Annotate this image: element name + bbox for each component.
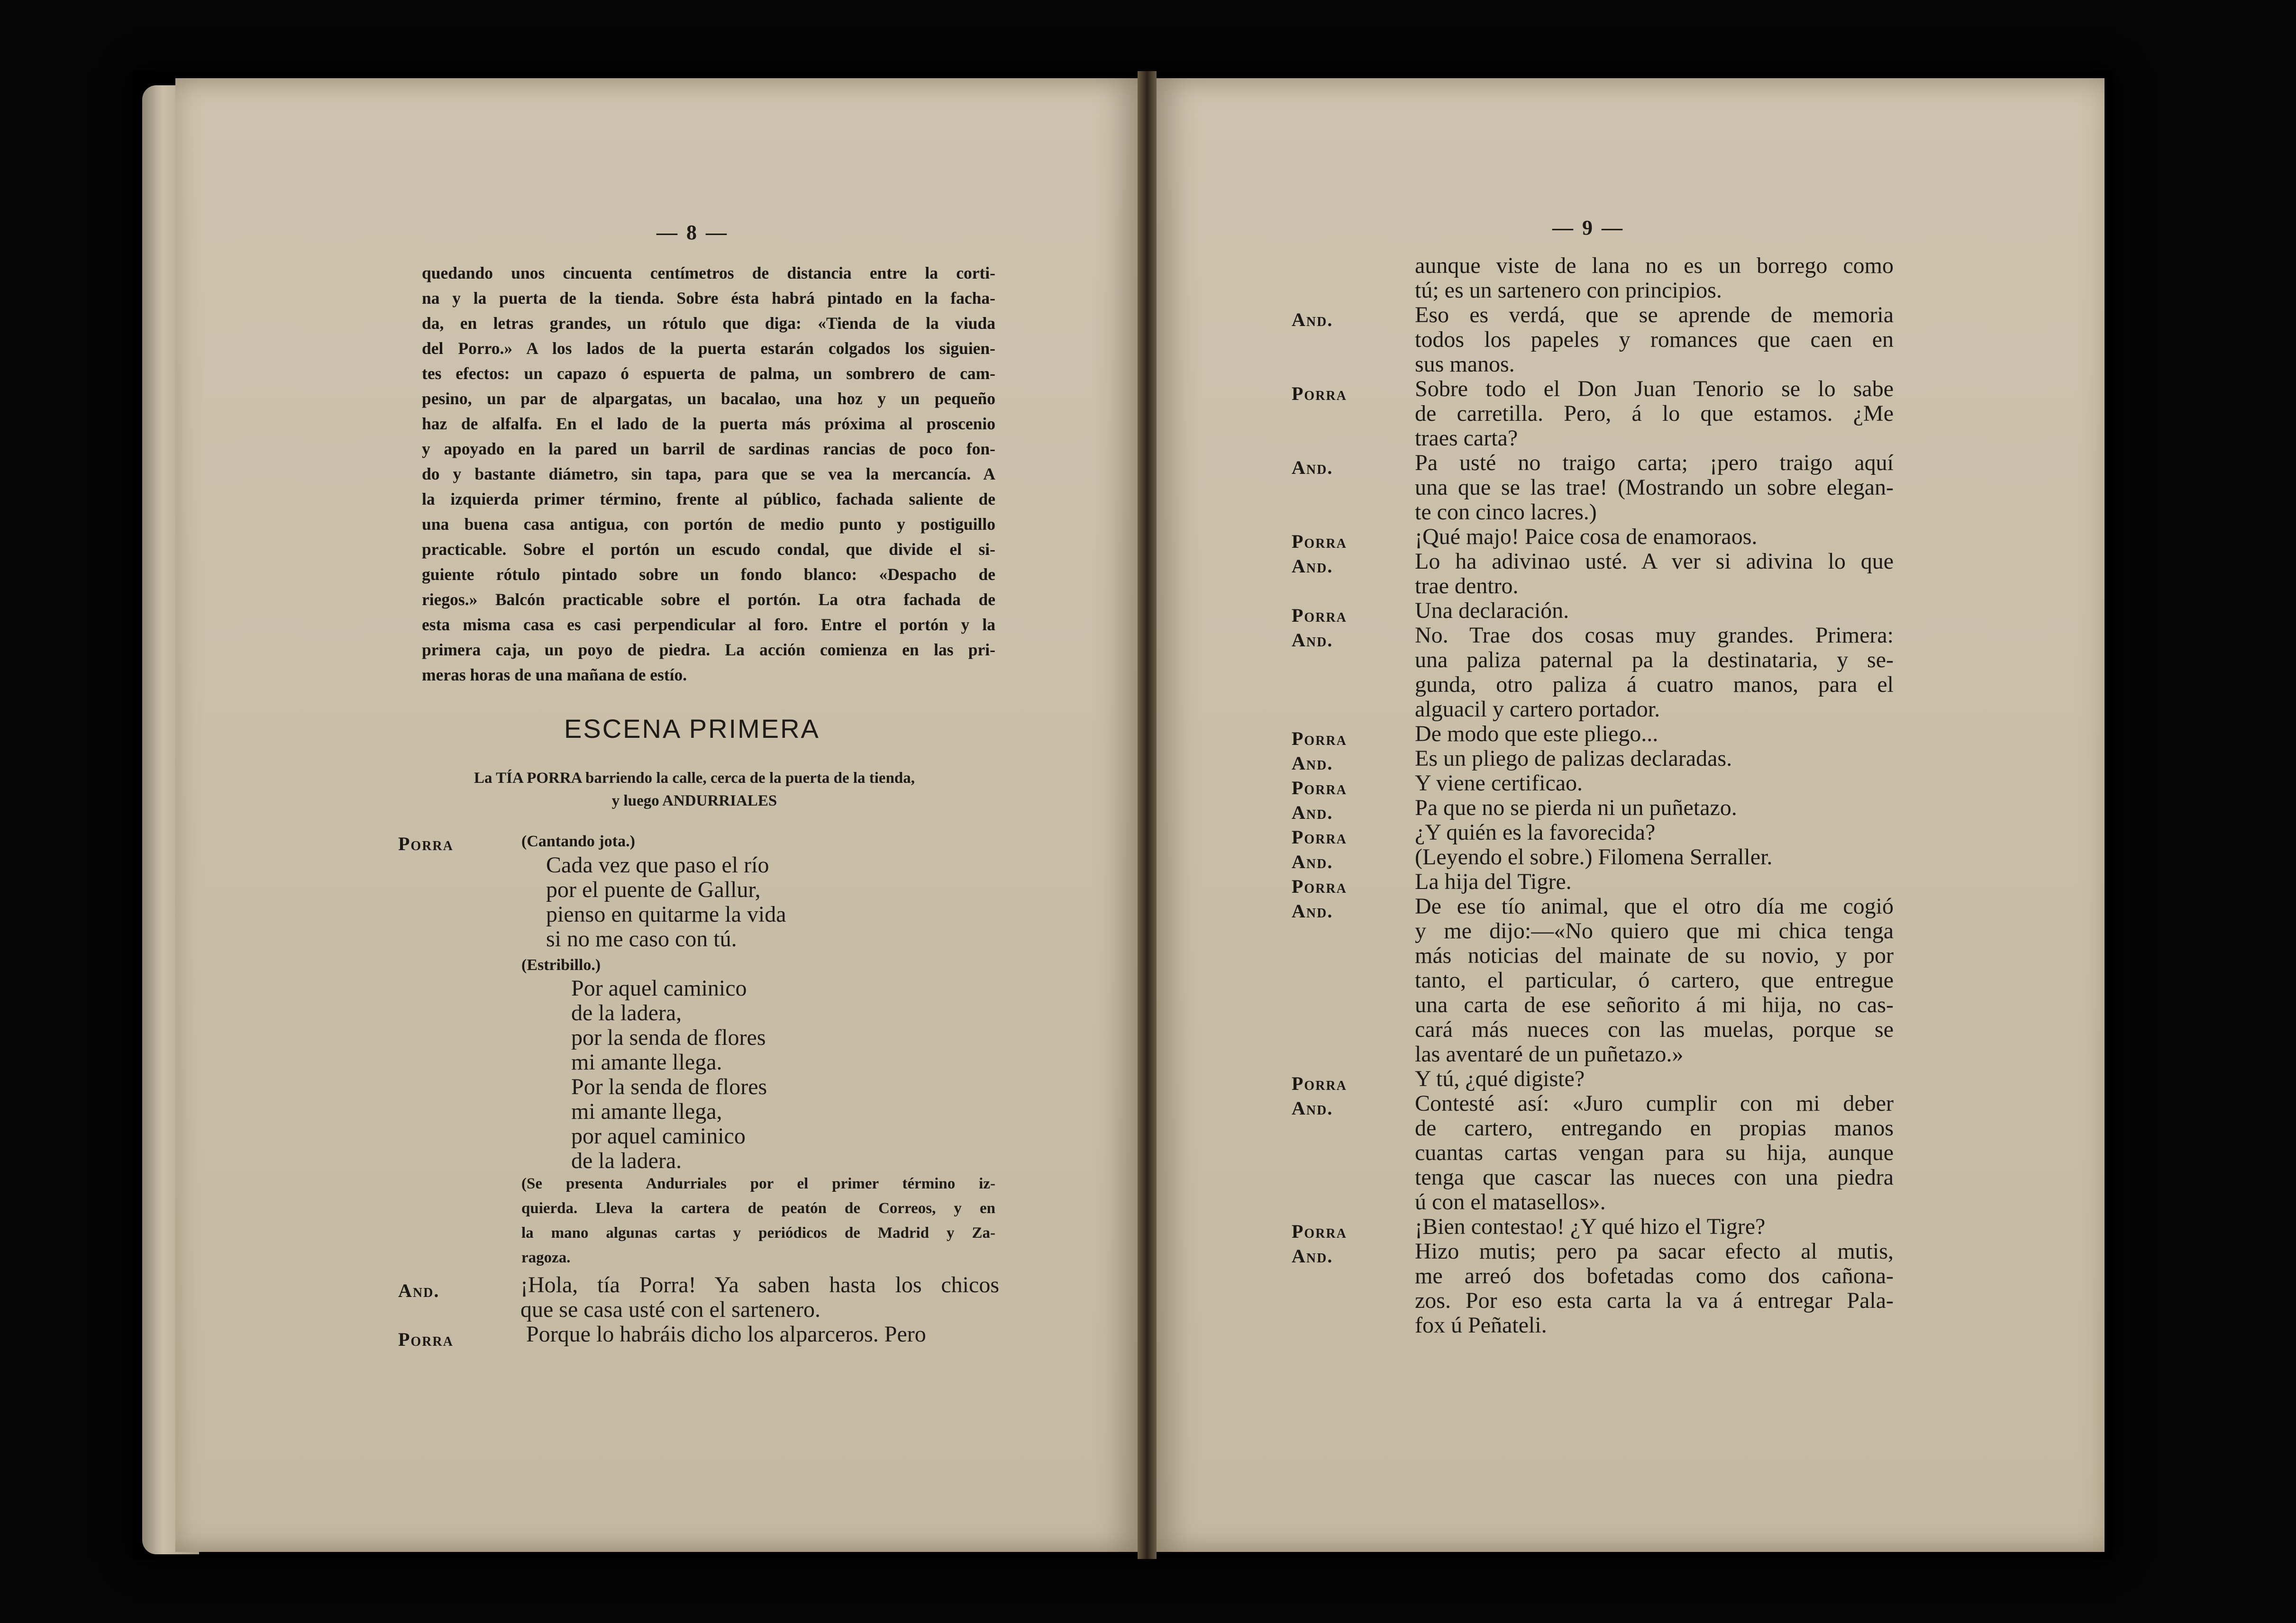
dialogue-line: de carretilla. Pero, á lo que estamos. ¿Me: [1415, 401, 1894, 426]
dialogue-line: cará más nueces con las muelas, porque se: [1415, 1017, 1894, 1042]
dialogue-line: gunda, otro paliza á cuatro manos, para el: [1415, 672, 1894, 697]
stage-direction-line: del Porro.» A los lados de la puerta estarán colgados los siguien-: [422, 339, 995, 358]
dialogue-line: Pa usté no traigo carta; ¡pero traigo aquí: [1415, 450, 1894, 475]
refrain-line: por aquel caminico: [571, 1124, 746, 1149]
dialogue-line: todos los papeles y romances que caen en: [1415, 327, 1894, 352]
dialogue-line: Y tú, ¿qué digiste?: [1415, 1066, 1585, 1091]
stage-direction-line: y apoyado en la pared un barril de sardinas rancias de poco fon-: [422, 439, 995, 458]
dialogue-line: Pa que no se pierda ni un puñetazo.: [1415, 795, 1737, 820]
dialogue-line: Y viene certificao.: [1415, 771, 1583, 796]
stage-direction-line: una buena casa antigua, con portón de medio punto y postiguillo: [422, 515, 995, 534]
speaker-and: And.: [1292, 1097, 1333, 1119]
dialogue-speech: [1415, 377, 1894, 451]
dialogue-speech: [1415, 870, 1894, 894]
stage-direction-line: na y la puerta de la tienda. Sobre ésta habrá pintado en la facha-: [422, 289, 995, 308]
stage-direction-line: riegos.» Balcón practicable sobre el portón. La otra fachada de: [422, 590, 995, 609]
dialogue-speech: [1415, 1091, 1894, 1215]
page-number-left: — 8 —: [656, 221, 729, 244]
scene-subtitle-line-2: y luego ANDURRIALES: [611, 792, 777, 809]
stage-direction-line: quedando unos cincuenta centímetros de distancia entre la corti-: [422, 263, 995, 282]
dialogue-line: sus manos.: [1415, 352, 1515, 377]
verse-line: pienso en quitarme la vida: [546, 902, 786, 927]
dialogue-line: No. Trae dos cosas muy grandes. Primera:: [1415, 623, 1894, 648]
scene-subtitle-line-1: La TÍA PORRA barriendo la calle, cerca de la puerta de la tienda,: [474, 770, 915, 787]
speaker-porra: Porra: [1292, 531, 1347, 552]
speaker-and: And.: [1292, 629, 1333, 651]
dialogue-speech: [1415, 598, 1894, 623]
speaker-and: And.: [1292, 555, 1333, 577]
dialogue-line: fox ú Peñateli.: [1415, 1313, 1547, 1338]
stage-direction-line: la izquierda primer término, frente al público, fachada saliente de: [422, 490, 995, 508]
page-number-right: — 9 —: [1552, 216, 1624, 239]
scene-subtitle: [396, 767, 993, 812]
dialogue-line: Eso es verdá, que se aprende de memoria: [1415, 302, 1894, 327]
dialogue-speech: [1415, 303, 1894, 377]
and-speech: [520, 1273, 999, 1322]
dialogue-line: zos. Por eso esta carta la va á entregar Pala-: [1415, 1288, 1894, 1313]
dialogue-line: Sobre todo el Don Juan Tenorio se lo sabe: [1415, 376, 1894, 401]
speaker-and: And.: [1292, 851, 1333, 872]
opening-stage-direction: [422, 261, 995, 688]
dialogue-line: Una declaración.: [1415, 598, 1569, 623]
speaker-porra: Porra: [1292, 826, 1347, 848]
dialogue-line: alguacil y cartero portador.: [1415, 697, 1660, 722]
dialogue-line: traes carta?: [1415, 426, 1518, 451]
refrain-line: Por aquel caminico: [571, 976, 747, 1001]
and-speech-line: ¡Hola, tía Porra! Ya saben hasta los chicos: [520, 1272, 999, 1297]
refrain-line: de la ladera.: [571, 1148, 682, 1173]
entrance-line: (Se presenta Andurriales por el primer término iz-: [521, 1175, 995, 1192]
dialogue-line: cuantas cartas vengan para su hija, aunque: [1415, 1140, 1894, 1165]
verse-line: por el puente de Gallur,: [546, 877, 761, 902]
dialogue-line: (Leyendo el sobre.) Filomena Serraller.: [1415, 844, 1773, 870]
stage-direction-line: meras horas de una mañana de estío.: [422, 665, 687, 684]
dialogue-line: La hija del Tigre.: [1415, 869, 1572, 894]
refrain-line: por la senda de flores: [571, 1025, 766, 1050]
book-gutter: [1138, 71, 1157, 1559]
speaker-and: And.: [1292, 457, 1333, 478]
dialogue-line: de cartero, entregando en propias manos: [1415, 1115, 1894, 1141]
dialogue-line: tenga que cascar las nueces con una piedra: [1415, 1165, 1894, 1190]
dialogue-line: Lo ha adivinao usté. A ver si adivina lo que: [1415, 549, 1894, 574]
dialogue-speech: [1415, 451, 1894, 525]
dialogue-line: De modo que este pliego...: [1415, 721, 1658, 746]
dialogue-line: las aventaré de un puñetazo.»: [1415, 1042, 1684, 1067]
scene-title: ESCENA PRIMERA: [564, 714, 820, 743]
dialogue-line: tú; es un sartenero con principios.: [1415, 278, 1722, 303]
speaker-porra: Porra: [1292, 1221, 1347, 1242]
speaker-porra: Porra: [1292, 605, 1347, 626]
stage-direction-line: tes efectos: un capazo ó espuerta de palma, un sombrero de cam-: [422, 364, 995, 383]
speaker-and: And.: [1292, 309, 1333, 330]
speaker-porra: Porra: [1292, 383, 1347, 404]
dialogue-line: una paliza paternal pa la destinataria, y se-: [1415, 647, 1894, 672]
speaker-and: And.: [398, 1280, 440, 1301]
dialogue-line: te con cinco lacres.): [1415, 499, 1597, 525]
entrance-line: ragoza.: [521, 1249, 571, 1266]
speaker-and: And.: [1292, 900, 1333, 922]
refrain-line: mi amante llega,: [571, 1099, 722, 1124]
porra-speech: Porque lo habráis dicho los alparceros. Pero: [526, 1322, 926, 1347]
dialogue-line: ú con el matasellos».: [1415, 1189, 1606, 1215]
speaker-porra: Porra: [1292, 1073, 1347, 1094]
dialogue-speech: [1415, 894, 1894, 1067]
dialogue-line: más noticias del mainate de su novio, y por: [1415, 943, 1894, 968]
dialogue-line: Contesté así: «Juro cumplir con mi deber: [1415, 1091, 1894, 1116]
speaker-porra: Porra: [1292, 876, 1347, 897]
song-direction: (Cantando jota.): [521, 833, 635, 850]
dialogue-line: ¡Bien contestao! ¿Y qué hizo el Tigre?: [1415, 1214, 1766, 1239]
refrain-line: mi amante llega.: [571, 1050, 722, 1075]
speaker-porra: Porra: [398, 1329, 454, 1350]
and-speech-line: que se casa usté con el sartenero.: [520, 1297, 821, 1322]
dialogue-speech: [1415, 771, 1894, 796]
stage-direction-line: practicable. Sobre el portón un escudo condal, que divide el si-: [422, 540, 995, 559]
entrance-line: la mano algunas cartas y periódicos de Madrid y Za-: [521, 1224, 995, 1242]
dialogue-speech: [1415, 1215, 1894, 1239]
speaker-and: And.: [1292, 802, 1333, 823]
dialogue-speech: [1415, 796, 1894, 820]
refrain-line: Por la senda de flores: [571, 1074, 767, 1099]
speaker-and: And.: [1292, 1245, 1333, 1267]
speaker-and: And.: [1292, 753, 1333, 774]
dialogue-line: tanto, el particular, ó cartero, que entregue: [1415, 968, 1894, 993]
dialogue-line: y me dijo:—«No quiero que mi chica tenga: [1415, 918, 1894, 943]
dialogue-line: ¡Qué majo! Paice cosa de enamoraos.: [1415, 524, 1758, 549]
verse-line: si no me caso con tú.: [546, 926, 737, 952]
stage-direction-line: pesino, un par de alpargatas, un bacalao, una hoz y un pequeño: [422, 389, 995, 408]
refrain-direction: (Estribillo.): [521, 956, 601, 974]
stage-direction-line: esta misma casa es casi perpendicular al foro. Entre el portón y la: [422, 615, 995, 634]
speaker-porra: Porra: [1292, 728, 1347, 749]
dialogue-line: ¿Y quién es la favorecida?: [1415, 820, 1656, 845]
entrance-stage-direction: [521, 1171, 995, 1270]
dialogue-speech: [1415, 746, 1894, 771]
dialogue-speech: [1415, 820, 1894, 845]
stage-direction-line: primera caja, un poyo de piedra. La acción comienza en las pri-: [422, 640, 995, 659]
refrain-line: de la ladera,: [571, 1000, 682, 1025]
dialogue-line: una que se las trae! (Mostrando un sobre elegan-: [1415, 475, 1894, 500]
dialogue-speech: [1415, 722, 1894, 746]
stage-direction-line: guiente rótulo pintado sobre un fondo blanco: «Despacho de: [422, 565, 995, 584]
dialogue-speech: [1415, 1067, 1894, 1091]
dialogue-speech: [1415, 1239, 1894, 1338]
stage-direction-line: da, en letras grandes, un rótulo que diga: «Tienda de la viuda: [422, 314, 995, 333]
speaker-porra: Porra: [1292, 777, 1347, 798]
stage-direction-line: haz de alfalfa. En el lado de la puerta más próxima al proscenio: [422, 414, 995, 433]
dialogue-line: trae dentro.: [1415, 573, 1519, 598]
entrance-line: quierda. Lleva la cartera de peatón de Correos, y en: [521, 1200, 995, 1217]
dialogue-line: me arreó dos bofetadas como dos cañona-: [1415, 1263, 1894, 1288]
verse-line: Cada vez que paso el río: [546, 852, 769, 878]
stage-direction-line: do y bastante diámetro, sin tapa, para que se vea la mercancía. A: [422, 464, 995, 483]
dialogue-speech: [1415, 525, 1894, 549]
dialogue-speech: [1415, 845, 1894, 870]
dialogue-speech: [1415, 254, 1894, 303]
dialogue-speech: [1415, 623, 1894, 722]
speaker-porra: Porra: [398, 833, 454, 854]
dialogue-line: una carta de ese señorito á mi hija, no cas-: [1415, 992, 1894, 1017]
dialogue-line: Es un pliego de palizas declaradas.: [1415, 746, 1732, 771]
dialogue-speech: [1415, 549, 1894, 598]
dialogue-line: Hizo mutis; pero pa sacar efecto al mutis,: [1415, 1239, 1894, 1264]
dialogue-line: aunque viste de lana no es un borrego como: [1415, 253, 1894, 278]
dialogue-line: De ese tío animal, que el otro día me cogió: [1415, 894, 1894, 919]
